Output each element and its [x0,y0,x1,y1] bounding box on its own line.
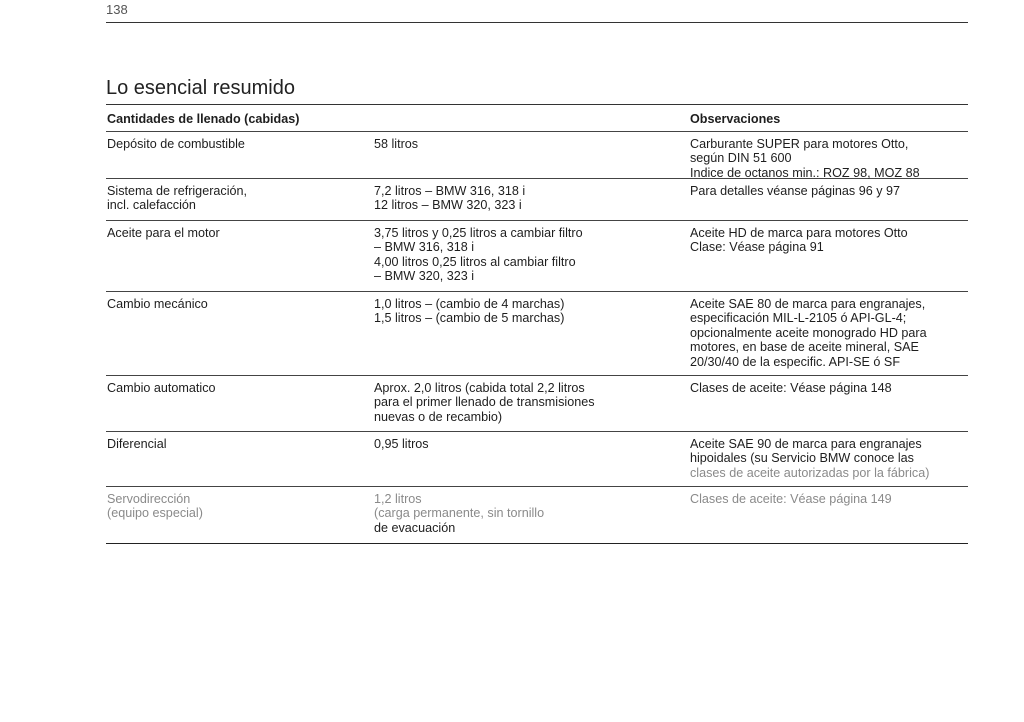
quantity-line: – BMW 316, 318 i [374,240,475,255]
item-line: Depósito de combustible [107,136,245,151]
notes-line: opcionalmente aceite monogrado HD para [690,325,927,340]
header-quantities: Cantidades de llenado (cabidas) [107,112,300,126]
row-quantity [374,179,690,220]
quantity-line: 0,95 litros [374,436,429,451]
quantity-line: 4,00 litros 0,25 litros al cambiar filtro [374,254,576,269]
page-title: Lo esencial resumido [106,77,295,100]
row-notes [690,292,968,375]
item-line: Cambio automatico [107,380,216,395]
quantity-line: (carga permanente, sin tornillo [374,506,545,521]
row-item [106,179,374,220]
quantity-line: 12 litros – BMW 320, 323 i [374,198,522,213]
table-row [106,432,968,487]
item-line: Sistema de refrigeración, [107,183,247,198]
row-notes [690,132,968,178]
table-header-row [106,105,968,132]
notes-line: Aceite HD de marca para motores Otto [690,225,908,240]
row-quantity [374,432,690,486]
notes-line: Aceite SAE 80 de marca para engranajes, [690,296,926,311]
quantity-line: 1,2 litros [374,491,422,506]
row-item [106,221,374,291]
quantity-line: 7,2 litros – BMW 316, 318 i [374,183,526,198]
notes-line: según DIN 51 600 [690,151,792,166]
table-row [106,376,968,432]
row-notes [690,179,968,220]
row-notes [690,376,968,431]
table-row [106,487,968,544]
notes-line: especificación MIL-L-2105 ó API-GL-4; [690,311,907,326]
item-line: incl. calefacción [107,198,196,213]
notes-line: Para detalles véanse páginas 96 y 97 [690,183,901,198]
page-number: 138 [106,2,128,17]
row-notes [690,432,968,486]
header-observations: Observaciones [690,112,781,126]
table-row [106,221,968,292]
quantity-line: 58 litros [374,136,419,151]
notes-line: hipoidales (su Servicio BMW conoce las [690,451,914,466]
notes-line: clases de aceite autorizadas por la fábrica) [690,465,930,480]
row-item [106,376,374,431]
item-line: Cambio mecánico [107,296,208,311]
row-item [106,487,374,543]
row-notes [690,221,968,291]
item-line: Diferencial [107,436,167,451]
fill-quantities-table [106,104,968,544]
row-quantity [374,132,690,178]
top-rule [106,22,968,23]
quantity-line: – BMW 320, 323 i [374,269,475,284]
row-quantity [374,487,690,543]
row-quantity [374,292,690,375]
quantity-line: 1,0 litros – (cambio de 4 marchas) [374,296,565,311]
notes-line: 20/30/40 de la especific. API-SE ó SF [690,354,901,369]
quantity-line: para el primer llenado de transmisiones [374,395,595,410]
quantity-line: 3,75 litros y 0,25 litros a cambiar filtro [374,225,583,240]
table-row [106,132,968,179]
notes-line: Clase: Véase página 91 [690,240,824,255]
item-line: Servodirección [107,491,191,506]
quantity-line: 1,5 litros – (cambio de 5 marchas) [374,311,565,326]
notes-line: Clases de aceite: Véase página 149 [690,491,892,506]
notes-line: Carburante SUPER para motores Otto, [690,136,909,151]
row-notes [690,487,968,543]
item-line: (equipo especial) [107,506,203,521]
row-item [106,292,374,375]
item-line: Aceite para el motor [107,225,220,240]
notes-line: Clases de aceite: Véase página 148 [690,380,892,395]
row-item [106,432,374,486]
header-values [374,105,690,131]
notes-line: Aceite SAE 90 de marca para engranajes [690,436,922,451]
notes-line: motores, en base de aceite mineral, SAE [690,340,919,355]
quantity-line: de evacuación [374,520,456,535]
notes-line: Indice de octanos min.: ROZ 98, MOZ 88 [690,165,920,180]
quantity-line: nuevas o de recambio) [374,409,503,424]
quantity-line: Aprox. 2,0 litros (cabida total 2,2 litros [374,380,585,395]
row-quantity [374,376,690,431]
row-quantity [374,221,690,291]
row-item [106,132,374,178]
table-row [106,292,968,376]
table-row [106,179,968,221]
